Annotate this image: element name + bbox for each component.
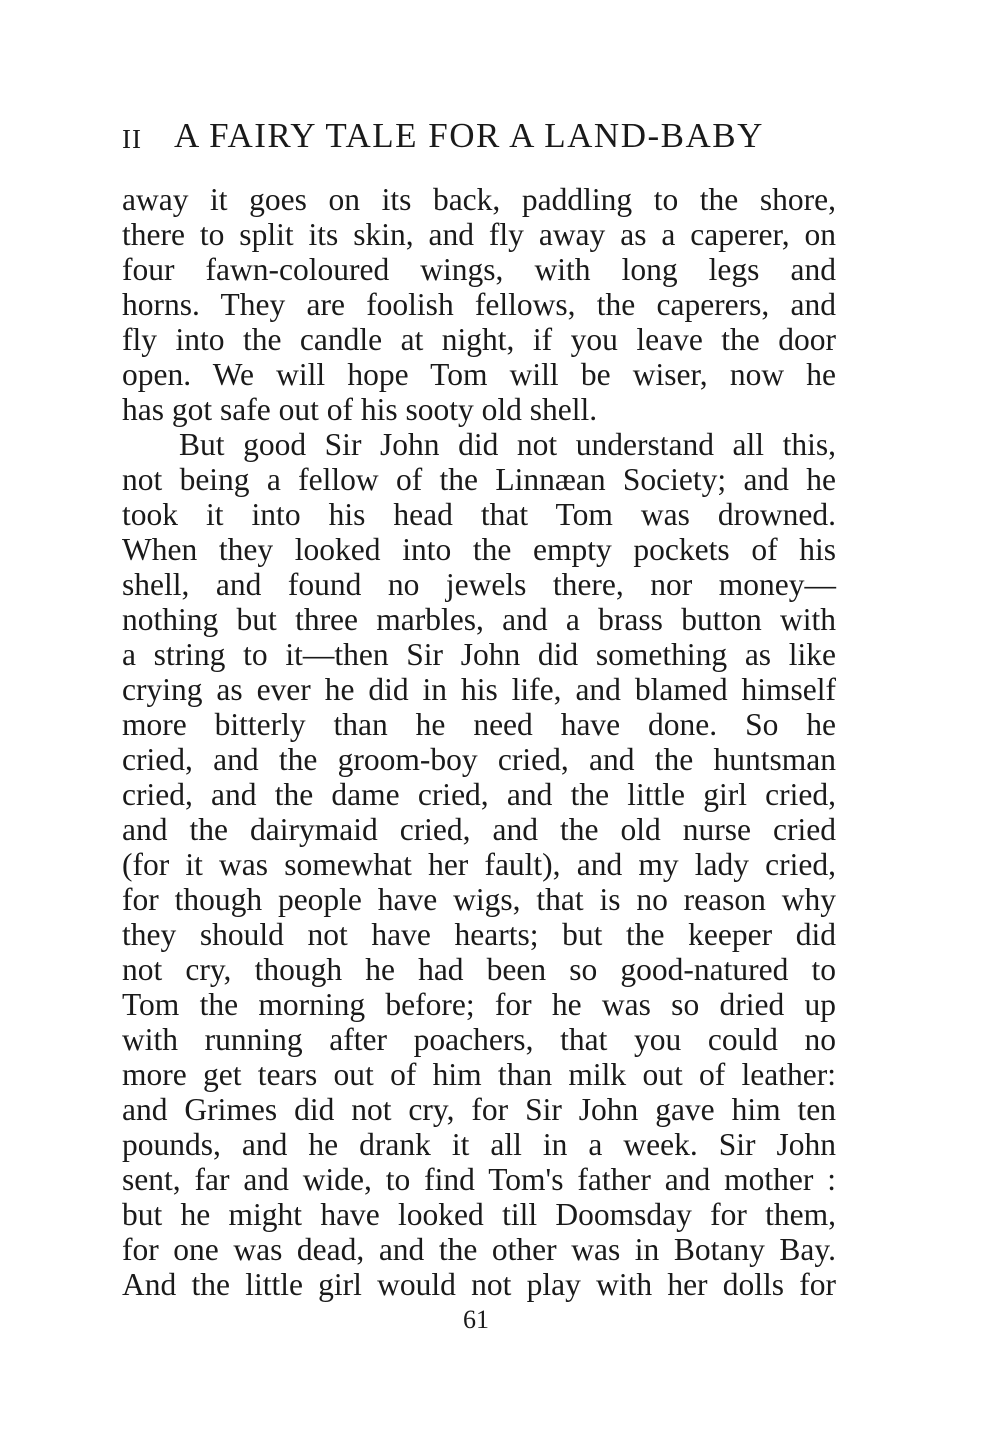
text-line: shell, and found no jewels there, nor money— (122, 567, 836, 602)
text-line: nothing but three marbles, and a brass button with (122, 602, 836, 637)
text-line: has got safe out of his sooty old shell. (122, 392, 598, 427)
chapter-number: II (122, 124, 142, 154)
text-line: And the little girl would not play with her dolls for (122, 1267, 836, 1302)
text-line: a string to it—then Sir John did something as like (122, 637, 836, 672)
text-line: but he might have looked till Doomsday for them, (122, 1197, 836, 1232)
text-line: they should not have hearts; but the keeper did (122, 917, 836, 952)
text-line: cried, and the dame cried, and the little girl cried, (122, 777, 836, 812)
text-line: and the dairymaid cried, and the old nurse cried (122, 812, 836, 847)
text-line: crying as ever he did in his life, and blamed himself (122, 672, 836, 707)
text-line: more get tears out of him than milk out of leather: (122, 1057, 836, 1092)
text-line: When they looked into the empty pockets of his (122, 532, 836, 567)
text-line: more bitterly than he need have done. So he (122, 707, 836, 742)
text-line: (for it was somewhat her fault), and my lady cried, (122, 847, 836, 882)
text-line: away it goes on its back, paddling to the shore, (122, 182, 836, 217)
text-line: for one was dead, and the other was in Botany Bay. (122, 1232, 836, 1267)
text-line: cried, and the groom-boy cried, and the huntsman (122, 742, 836, 777)
body-text (122, 182, 836, 1302)
page-number: 61 (463, 1305, 489, 1334)
text-line: took it into his head that Tom was drowned. (122, 497, 836, 532)
text-line: fly into the candle at night, if you leave the door (122, 322, 836, 357)
text-line: with running after poachers, that you could no (122, 1022, 836, 1057)
text-line: four fawn-coloured wings, with long legs and (122, 252, 836, 287)
text-line: open. We will hope Tom will be wiser, now he (122, 357, 836, 392)
running-header (122, 116, 842, 160)
text-line: not cry, though he had been so good-natured to (122, 952, 836, 987)
text-line: pounds, and he drank it all in a week. Sir John (122, 1127, 836, 1162)
text-line: Tom the morning before; for he was so dried up (122, 987, 836, 1022)
text-line: for though people have wigs, that is no reason why (122, 882, 836, 917)
text-line: sent, far and wide, to find Tom's father and mother : (122, 1162, 836, 1197)
text-line: and Grimes did not cry, for Sir John gave him ten (122, 1092, 836, 1127)
text-line: But good Sir John did not understand all this, (179, 427, 836, 462)
text-line: not being a fellow of the Linnæan Society; and he (122, 462, 836, 497)
running-title: A FAIRY TALE FOR A LAND-BABY (174, 116, 764, 155)
text-line: there to split its skin, and fly away as a caperer, on (122, 217, 836, 252)
text-line: horns. They are foolish fellows, the caperers, and (122, 287, 836, 322)
